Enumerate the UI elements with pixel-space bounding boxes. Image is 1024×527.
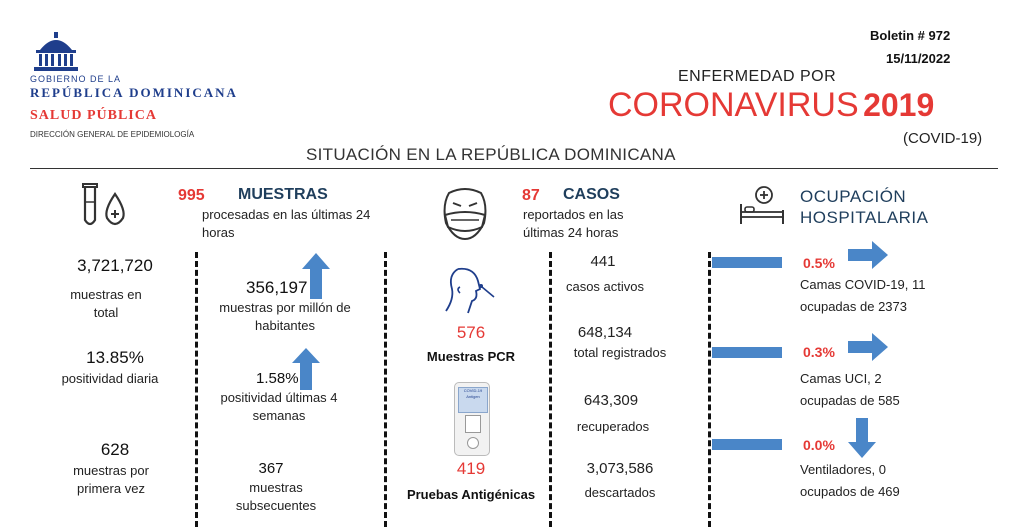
- casos-total-label: total registrados: [573, 345, 667, 360]
- positividad-4sem-label: positividad últimas 4 semanas: [220, 390, 338, 423]
- title-year: 2019: [863, 87, 935, 123]
- logo: [30, 30, 300, 145]
- divider-3: [549, 252, 552, 527]
- subsecuentes-value: 367: [258, 460, 284, 477]
- kit-text: COVID-19 Antigen: [463, 388, 483, 399]
- uci-beds-pct: 0.3%: [803, 344, 835, 360]
- ventilators-label1: Ventiladores, 0: [800, 462, 887, 477]
- kit-well: [467, 437, 479, 449]
- logo-line3: SALUD PÚBLICA: [30, 108, 157, 123]
- casos-descartados-label: descartados: [584, 485, 656, 500]
- ventilators-pct: 0.0%: [803, 437, 835, 453]
- logo-line4: DIRECCIÓN GENERAL DE EPIDEMIOLOGÍA: [30, 130, 195, 139]
- arrow-right-icon: [848, 241, 888, 269]
- antigen-label: Pruebas Antigénicas: [406, 487, 536, 502]
- uci-beds-label1: Camas UCI, 2: [800, 371, 882, 386]
- title-main: [608, 86, 934, 125]
- uci-beds-bar: [712, 347, 782, 358]
- title-coronavirus: CORONAVIRUS: [608, 86, 859, 124]
- arrow-down-icon: [848, 418, 876, 458]
- test-tube-drop-icon: [80, 180, 130, 232]
- arrow-up-icon: [302, 253, 330, 299]
- hospital-bed-icon: [738, 186, 786, 226]
- arrow-up-icon: [292, 348, 320, 390]
- muestras-count: 995: [178, 187, 205, 204]
- bulletin-number: Boletin # 972: [870, 28, 951, 43]
- casos-activos-value: 441: [590, 253, 616, 270]
- page-subtitle: SITUACIÓN EN LA REPÚBLICA DOMINICANA: [306, 145, 676, 164]
- per-million-label: muestras por millón de habitantes: [219, 300, 351, 333]
- nasal-swab-icon: [440, 265, 496, 315]
- arrow-right-icon: [848, 333, 888, 361]
- government-building-icon: [32, 30, 80, 72]
- casos-total-value: 648,134: [577, 324, 633, 341]
- antigen-value: 419: [456, 459, 486, 478]
- primera-vez-label: muestras por primera vez: [73, 463, 149, 496]
- muestras-total-value: 3,721,720: [77, 256, 153, 275]
- logo-line1: GOBIERNO DE LA: [30, 74, 122, 84]
- kit-window: [465, 415, 481, 433]
- covid-beds-label1: Camas COVID-19, 11: [800, 277, 926, 292]
- ventilators-bar: [712, 439, 782, 450]
- ventilators-label2: ocupados de 469: [800, 484, 900, 499]
- title-paren: (COVID-19): [903, 130, 983, 147]
- covid-beds-bar: [712, 257, 782, 268]
- casos-title: CASOS: [563, 186, 620, 203]
- muestras-desc: procesadas en las últimas 24 horas: [202, 207, 371, 240]
- ocupacion-title-line1: OCUPACIÓN: [800, 187, 907, 206]
- subsecuentes-label: muestras subsecuentes: [235, 480, 317, 513]
- muestras-title: MUESTRAS: [238, 186, 328, 203]
- logo-line2: REPÚBLICA DOMINICANA: [30, 85, 238, 100]
- kit-label: [458, 387, 488, 413]
- ocupacion-title-line2: HOSPITALARIA: [800, 208, 929, 227]
- primera-vez-value: 628: [100, 440, 130, 459]
- casos-desc: reportados en las últimas 24 horas: [523, 207, 624, 240]
- casos-count: 87: [522, 187, 540, 204]
- title-small: ENFERMEDAD POR: [678, 68, 837, 85]
- positividad-diaria-label: positividad diaria: [61, 371, 159, 386]
- bulletin-date: 15/11/2022: [886, 51, 951, 66]
- casos-recuperados-value: 643,309: [583, 392, 639, 409]
- pcr-value: 576: [456, 323, 486, 342]
- per-million-value: 356,197: [246, 278, 308, 297]
- antigen-test-kit-icon: [454, 382, 490, 456]
- covid-beds-pct: 0.5%: [803, 255, 835, 271]
- casos-recuperados-label: recuperados: [576, 419, 650, 434]
- casos-descartados-value: 3,073,586: [586, 460, 654, 477]
- divider-4: [708, 252, 711, 527]
- positividad-diaria-value: 13.85%: [86, 348, 144, 367]
- header-divider: [30, 168, 998, 169]
- divider-1: [195, 252, 198, 527]
- mask-face-icon: [440, 187, 490, 241]
- muestras-total-label: muestras en total: [70, 287, 142, 320]
- pcr-label: Muestras PCR: [426, 349, 516, 364]
- casos-activos-label: casos activos: [565, 279, 645, 294]
- divider-2: [384, 252, 387, 527]
- covid-beds-label2: ocupadas de 2373: [800, 299, 907, 314]
- uci-beds-label2: ocupadas de 585: [800, 393, 900, 408]
- positividad-4sem-value: 1.58%: [256, 370, 299, 387]
